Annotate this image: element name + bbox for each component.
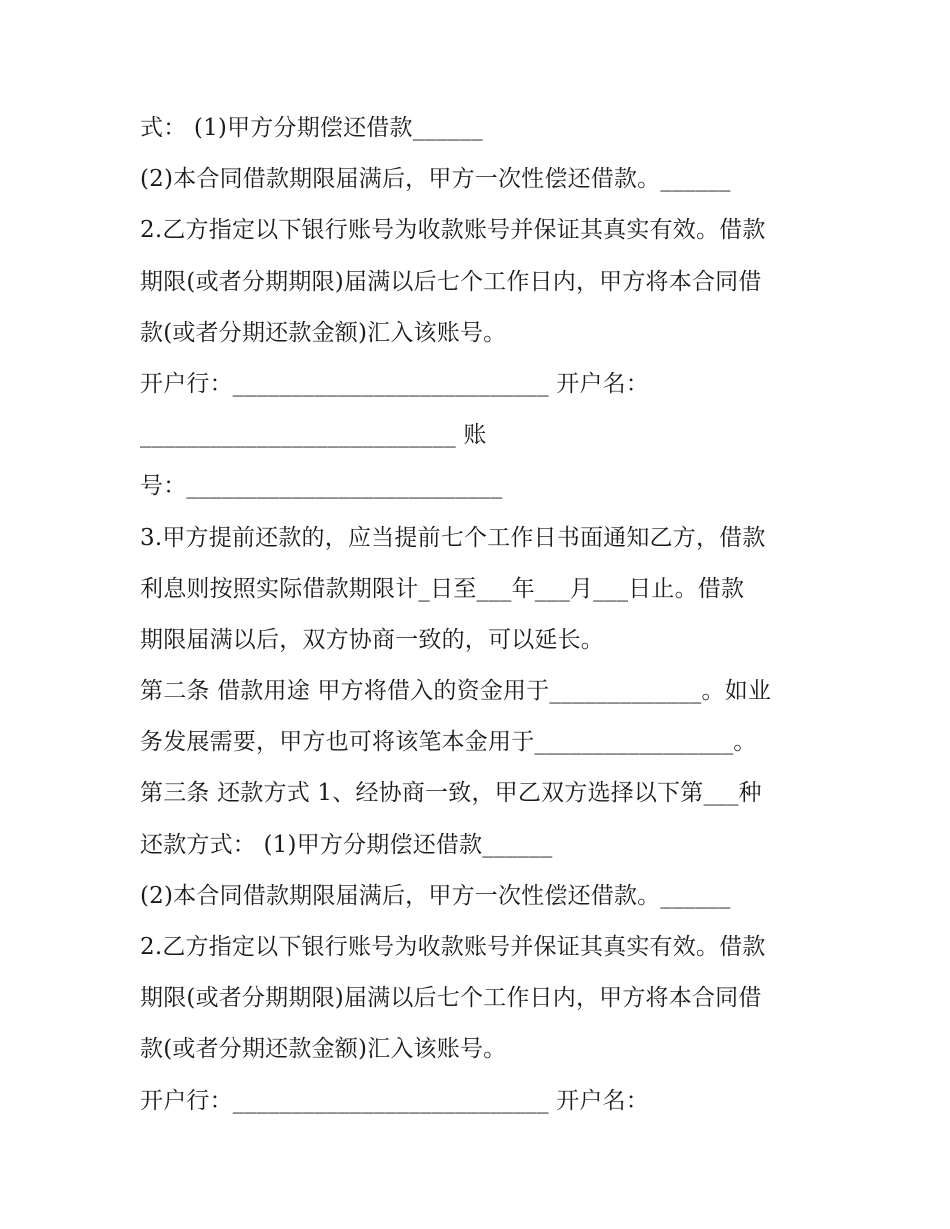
text-line-11: 期限届满以后，双方协商一致的，可以延长。 (140, 626, 604, 653)
text-line-1: 式： (1)甲方分期偿还借款______ (140, 115, 483, 141)
document-body (140, 103, 820, 1127)
text-line-16: (2)本合同借款期限届满后，甲方一次性偿还借款。______ (140, 882, 731, 909)
text-line-17: 2.乙方指定以下银行账号为收款账号并保证其真实有效。借款 (140, 934, 766, 960)
text-line-14: 第三条 还款方式 1、经协商一致，甲乙双方选择以下第___种 (140, 780, 762, 807)
text-line-2: (2)本合同借款期限届满后，甲方一次性偿还借款。______ (140, 166, 731, 193)
text-line-15: 还款方式： (1)甲方分期偿还借款______ (140, 831, 553, 858)
text-line-6: 开户行：___________________________ 开户名： (140, 370, 650, 397)
text-line-19: 款(或者分期还款金额)汇入该账号。 (140, 1036, 507, 1063)
text-line-10: 利息则按照实际借款期限计_日至___年___月___日止。借款 (140, 575, 745, 602)
text-line-3: 2.乙方指定以下银行账号为收款账号并保证其真实有效。借款 (140, 217, 766, 244)
text-line-18: 期限(或者分期期限)届满以后七个工作日内，甲方将本合同借 (140, 985, 762, 1012)
text-line-5: 款(或者分期还款金额)汇入该账号。 (140, 319, 507, 346)
text-line-4: 期限(或者分期期限)届满以后七个工作日内，甲方将本合同借 (140, 268, 762, 295)
text-line-20: 开户行：___________________________ 开户名： (140, 1087, 650, 1114)
text-line-12: 第二条 借款用途 甲方将借入的资金用于_____________。如业 (140, 678, 772, 705)
text-line-8: 号：___________________________ (140, 473, 503, 500)
text-line-9: 3.甲方提前还款的，应当提前七个工作日书面通知乙方，借款 (140, 524, 766, 551)
text-line-13: 务发展需要，甲方也可将该笔本金用于_________________。 (140, 729, 757, 756)
text-line-7: ___________________________ 账 (140, 422, 487, 449)
